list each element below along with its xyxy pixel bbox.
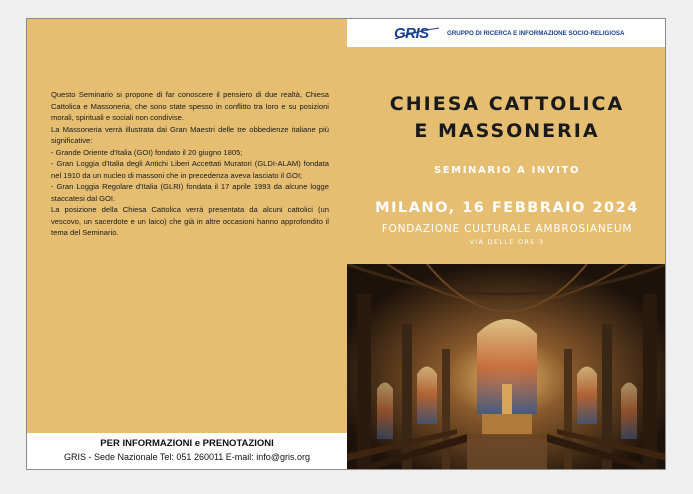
- description-paragraph: Questo Seminario si propone di far conoscere il pensiero di due realtà, Chiesa Cattolica e Massoneria, che sono state spesso in conflitto tra loro e su posizioni morali, spirituali e sociali non condivise.: [51, 90, 329, 122]
- city-date: MILANO, 16 FEBBRAIO 2024: [375, 200, 639, 216]
- address: VIA DELLE ORE 3: [469, 238, 545, 246]
- right-panel: [347, 19, 666, 469]
- cathedral-photo: [347, 264, 666, 470]
- left-panel: [27, 19, 347, 469]
- description-paragraph: - Gran Loggia Regolare d'Italia (GLRI) fondata il 17 aprile 1993 da alcune logge staccatesi dal GOI.: [51, 182, 329, 203]
- event-title: [347, 91, 666, 145]
- description-paragraph: - Grande Oriente d'Italia (GOI) fondato il 20 giugno 1805;: [51, 147, 243, 157]
- seminar-description: [51, 89, 329, 239]
- event-subtitle: SEMINARIO A INVITO: [433, 165, 581, 176]
- svg-text:GRIS: GRIS: [394, 25, 429, 41]
- logo-subtitle: GRUPPO DI RICERCA E INFORMAZIONE SOCIO-RELIGIOSA: [447, 29, 625, 37]
- info-title: PER INFORMAZIONI e PRENOTAZIONI: [100, 438, 274, 449]
- description-paragraph: La posizione della Chiesa Cattolica verrà presentata da alcuni cattolici (un vescovo, un sacerdote e un laico) che già in altre occasioni hanno approfondito il tema del Seminario.: [51, 205, 329, 237]
- contact-line: GRIS - Sede Nazionale Tel: 051 260011 E-mail: info@gris.org: [64, 452, 310, 462]
- title-line-1: CHIESA CATTOLICA: [389, 93, 625, 115]
- header-bar: [347, 19, 666, 47]
- description-paragraph: - Gran Loggia d'Italia degli Antichi Liberi Accettati Muratori (GLDI-ALAM) fondata nel 1910 da un nucleo di massoni che in precedenza aveva lasciato il GOI;: [51, 159, 329, 180]
- description-paragraph: La Massoneria verrà illustrata dai Gran Maestri delle tre obbedienze italiane più significative:: [51, 124, 329, 145]
- brochure-sheet: [26, 18, 666, 470]
- gris-logo: [393, 25, 441, 41]
- info-box: [27, 433, 347, 470]
- gris-logo-icon: [393, 25, 441, 41]
- title-line-2: E MASSONERIA: [414, 120, 600, 142]
- venue: FONDAZIONE CULTURALE AMBROSIANEUM: [381, 223, 633, 235]
